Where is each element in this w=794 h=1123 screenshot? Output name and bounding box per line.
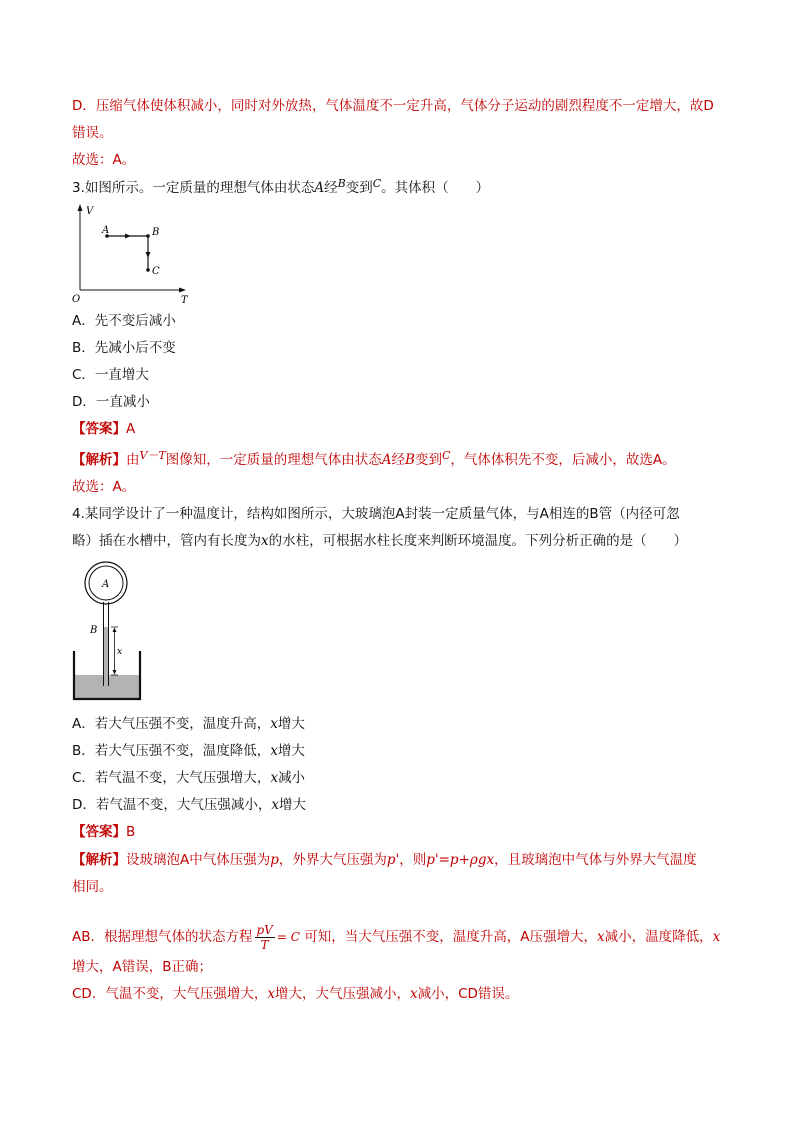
option-var: x xyxy=(270,743,278,759)
option-text: B．若大气压强不变，温度降低， xyxy=(72,743,271,759)
option-text: 增大 xyxy=(277,716,305,732)
analysis-text: ，外界大气压强为 xyxy=(278,852,387,868)
q4-stem-x: x xyxy=(261,533,269,549)
analysis-x: x xyxy=(409,986,418,1002)
answer-tag: 【答案】 xyxy=(72,824,126,840)
q3-select: 故选：A。 xyxy=(72,479,136,495)
analysis-text: 减小，CD错误。 xyxy=(417,986,519,1002)
q2-option-d-line2: 错误。 xyxy=(72,125,113,141)
analysis-text: CD．气温不变，大气压强增大， xyxy=(72,986,268,1002)
q4-option-a xyxy=(72,714,732,734)
v-axis-arrow xyxy=(78,204,83,211)
analysis-text: 减小，温度降低， xyxy=(604,929,713,945)
q3-vt-graph xyxy=(68,202,198,304)
arrow-b-c xyxy=(146,252,151,258)
option-text: D．若气温不变，大气压强减小， xyxy=(72,797,272,813)
option-text: 减小 xyxy=(278,770,306,786)
axis-t-label: T xyxy=(181,295,188,304)
analysis-text: ，且玻璃泡中气体与外界大气温度 xyxy=(494,852,697,868)
q4-thermometer-figure xyxy=(68,558,148,708)
fraction-denominator: T xyxy=(260,937,269,952)
label-c: C xyxy=(152,266,160,277)
q4-answer xyxy=(72,822,732,842)
analysis-text: 可知，当大气压强不变，温度升高，A压强增大， xyxy=(304,929,597,945)
label-b: B xyxy=(90,625,98,636)
q3-state-b: B xyxy=(337,177,346,190)
q4-stem-line2 xyxy=(72,531,732,551)
label-a: A xyxy=(102,579,110,590)
q3-option-b: B．先减小后不变 xyxy=(72,340,176,356)
q4-analysis-ab-line1 xyxy=(72,920,732,954)
q3-option-c: C．一直增大 xyxy=(72,367,149,383)
q2-option-d-line1: D．压缩气体使体积减小，同时对外放热，气体温度不一定升高，气体分子运动的剧烈程度不一定增大，故D xyxy=(72,98,714,114)
origin-label: O xyxy=(72,294,81,304)
q3-stem-text: 。其体积（ ） xyxy=(381,180,490,196)
x-arrow-up xyxy=(113,628,117,633)
point-c xyxy=(146,268,150,272)
q3-stem-text: 经 xyxy=(324,180,338,196)
q3-stem-text: 变到 xyxy=(345,180,373,196)
water-column xyxy=(104,627,109,685)
q3-option-a: A．先不变后减小 xyxy=(72,313,176,329)
answer-tag: 【答案】 xyxy=(72,421,126,437)
option-var: x xyxy=(270,716,278,732)
q3-state-c: C xyxy=(372,177,382,190)
analysis-equation: p'=p+ρgx xyxy=(426,852,495,868)
analysis-state-c: C xyxy=(441,449,451,462)
analysis-x: x xyxy=(712,929,721,945)
q4-option-c xyxy=(72,768,732,788)
analysis-tag: 【解析】 xyxy=(72,852,126,868)
arrow-a-b xyxy=(125,234,131,239)
q3-stem-text: 3.如图所示。一定质量的理想气体由状态 xyxy=(72,180,315,196)
point-b xyxy=(146,234,150,238)
analysis-x: x xyxy=(596,929,605,945)
q3-state-a: A xyxy=(314,180,325,196)
answer-value: A xyxy=(126,421,136,437)
analysis-p: p xyxy=(270,852,279,868)
fraction-numerator: pV xyxy=(256,922,273,937)
q2-select: 故选：A。 xyxy=(72,152,136,168)
t-axis-arrow xyxy=(179,288,186,293)
answer-value: B xyxy=(126,824,136,840)
analysis-text: 变到 xyxy=(414,452,442,468)
analysis-text: ，则 xyxy=(399,852,427,868)
analysis-text: ，气体体积先不变，后减小，故选A。 xyxy=(450,452,676,468)
q4-option-b xyxy=(72,741,732,761)
q4-analysis-ab-line2: 增大，A错误，B正确； xyxy=(72,959,212,975)
analysis-x: x xyxy=(267,986,275,1002)
q4-analysis-line2: 相同。 xyxy=(72,879,113,895)
q3-option-d: D．一直减小 xyxy=(72,394,150,410)
equation-rhs: = C xyxy=(276,930,300,944)
q3-answer xyxy=(72,419,732,439)
analysis-p-prime: p' xyxy=(386,852,400,868)
analysis-state-a: A xyxy=(381,452,392,468)
analysis-text: 经 xyxy=(391,452,406,468)
option-var: x xyxy=(271,797,280,813)
q3-stem xyxy=(72,178,732,199)
analysis-text: 设玻璃泡A中气体压强为 xyxy=(126,852,271,868)
q4-analysis-cd xyxy=(72,984,732,1004)
analysis-text: AB．根据理想气体的状态方程 xyxy=(72,929,253,945)
q3-analysis xyxy=(72,450,732,471)
option-text: A．若大气压强不变，温度升高， xyxy=(72,716,271,732)
option-text: C．若气温不变，大气压强增大， xyxy=(72,770,271,786)
option-var: x xyxy=(270,770,279,786)
analysis-vt: V－T xyxy=(139,449,166,462)
label-a: A xyxy=(102,225,110,236)
analysis-state-b: B xyxy=(405,452,415,468)
q4-stem-line1: 4.某同学设计了一种温度计，结构如图所示，大玻璃泡A封装一定质量气体，与A相连的B管（内径可忽 xyxy=(72,506,680,522)
option-text: 增大 xyxy=(279,797,307,813)
q4-stem-text: 略）插在水槽中，管内有长度为 xyxy=(72,533,261,549)
label-b: B xyxy=(152,227,160,238)
analysis-tag: 【解析】 xyxy=(72,452,126,468)
q4-stem-text: 的水柱，可根据水柱长度来判断环境温度。下列分析正确的是（ ） xyxy=(268,533,688,549)
analysis-text: 图像知，一定质量的理想气体由状态 xyxy=(165,452,382,468)
label-x: x xyxy=(117,647,123,657)
axis-v-label: V xyxy=(86,206,94,217)
analysis-text: 由 xyxy=(126,452,140,468)
q4-analysis-line1 xyxy=(72,850,732,870)
q4-option-d xyxy=(72,795,732,815)
state-equation-fraction xyxy=(255,923,275,952)
x-arrow-down xyxy=(113,670,117,675)
analysis-text: 增大，大气压强减小， xyxy=(274,986,410,1002)
option-text: 增大 xyxy=(277,743,305,759)
